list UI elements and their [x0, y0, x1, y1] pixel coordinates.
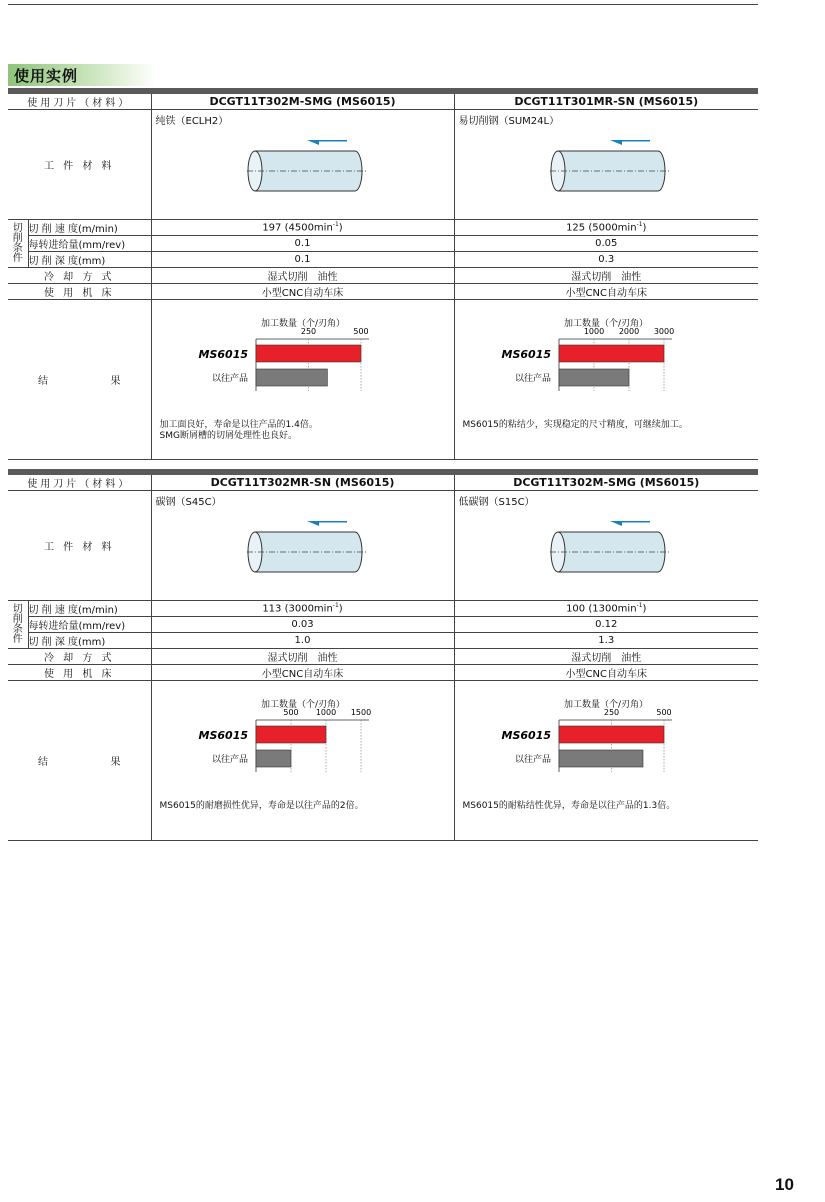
speed-value: 125 $(5000\min^{-1})$	[454, 220, 758, 236]
category-label-ms6015: MS6015	[501, 729, 551, 742]
depth-value: 0.3	[454, 252, 758, 268]
chart-tick-label: 1000	[315, 708, 336, 717]
life-chart	[156, 315, 386, 395]
result-label: 结 果	[8, 300, 151, 460]
chart-title: 加工数量（个/刃角）	[260, 319, 346, 329]
chart-title: 加工数量（个/刃角）	[563, 700, 649, 710]
result-cell	[151, 681, 454, 841]
result-note: MS6015的耐磨损性优异，寿命是以往产品的2倍。	[159, 801, 364, 811]
insert-label: 使用刀片（材料）	[8, 94, 151, 110]
model-name: DCGT11T302M-SMG (MS6015)	[454, 475, 758, 491]
feed-label: 每转进给量(mm/rev)	[28, 617, 151, 633]
speed-value: 100 $(1300\min^{-1})$	[454, 601, 758, 617]
condition-row	[8, 633, 758, 649]
coolant-value: 湿式切削 油性	[454, 649, 758, 665]
life-chart	[156, 696, 386, 776]
category-label-ms6015: MS6015	[501, 348, 551, 361]
condition-row	[8, 268, 758, 284]
condition-row	[8, 236, 758, 252]
category-label-ms6015: MS6015	[198, 348, 248, 361]
bar-ms6015	[559, 726, 664, 743]
page-number: 10	[775, 1175, 794, 1194]
condition-row	[8, 601, 758, 617]
coolant-label: 冷 却 方 式	[8, 649, 151, 665]
machine-value: 小型CNC自动车床	[151, 284, 454, 300]
feed-value: 0.03	[151, 617, 454, 633]
category-label-conventional: 以往产品	[211, 755, 248, 765]
condition-row	[8, 665, 758, 681]
depth-value: 0.1	[151, 252, 454, 268]
feed-arrow-icon	[307, 140, 347, 145]
feed-label: 每转进给量(mm/rev)	[28, 236, 151, 252]
cutting-conditions-label: 切 削 条 件	[8, 601, 28, 649]
workpiece-cell	[454, 110, 758, 220]
result-row	[8, 300, 758, 460]
chart-tick-label: 1500	[350, 708, 371, 717]
chart-tick-label: 1000	[583, 327, 604, 336]
insert-label: 使用刀片（材料）	[8, 475, 151, 491]
machine-value: 小型CNC自动车床	[454, 284, 758, 300]
result-cell	[454, 681, 758, 841]
chart-tick-label: 250	[603, 708, 619, 717]
condition-row	[8, 284, 758, 300]
depth-value: 1.0	[151, 633, 454, 649]
result-note: 加工面良好，寿命是以往产品的1.4倍。 SMG断屑槽的切屑处理性也良好。	[159, 420, 318, 441]
header-row	[8, 475, 758, 491]
category-label-conventional: 以往产品	[514, 374, 551, 384]
depth-label: 切 削 深 度(mm)	[28, 633, 151, 649]
chart-tick-label: 500	[352, 327, 369, 336]
workpiece-cell	[151, 110, 454, 220]
category-label-conventional: 以往产品	[514, 755, 551, 765]
chart-tick-label: 500	[655, 708, 672, 717]
machine-label: 使 用 机 床	[8, 284, 151, 300]
depth-label: 切 削 深 度(mm)	[28, 252, 151, 268]
workpiece-name: 易切削钢（SUM24L）	[458, 116, 560, 127]
machine-value: 小型CNC自动车床	[454, 665, 758, 681]
workpiece-label: 工 件 材 料	[8, 110, 151, 220]
result-note: MS6015的粘结少，实现稳定的尺寸精度，可继续加工。	[462, 420, 688, 430]
model-name: DCGT11T301MR-SN (MS6015)	[454, 94, 758, 110]
workpiece-illustration	[247, 521, 367, 581]
spec-table	[8, 94, 758, 460]
condition-row	[8, 220, 758, 236]
workpiece-illustration	[247, 140, 367, 200]
result-row	[8, 681, 758, 841]
chart-tick-label: 250	[300, 327, 316, 336]
workpiece-cell	[454, 491, 758, 601]
coolant-value: 湿式切削 油性	[454, 268, 758, 284]
machine-label: 使 用 机 床	[8, 665, 151, 681]
workpiece-cell	[151, 491, 454, 601]
bar-conventional	[559, 369, 629, 386]
feed-value: 0.1	[151, 236, 454, 252]
feed-value: 0.12	[454, 617, 758, 633]
feed-arrow-icon	[307, 521, 347, 526]
result-cell	[151, 300, 454, 460]
result-note: MS6015的耐粘结性优异，寿命是以往产品的1.3倍。	[462, 801, 676, 811]
model-name: DCGT11T302M-SMG (MS6015)	[151, 94, 454, 110]
bar-conventional	[559, 750, 643, 767]
result-label: 结 果	[8, 681, 151, 841]
feed-arrow-icon	[610, 521, 650, 526]
section-title: 使用实例	[14, 67, 79, 85]
workpiece-row	[8, 491, 758, 601]
chart-tick-label: 3000	[653, 327, 674, 336]
bar-conventional	[256, 369, 327, 386]
speed-value: 113 $(3000\min^{-1})$	[151, 601, 454, 617]
condition-row	[8, 617, 758, 633]
model-name: DCGT11T302MR-SN (MS6015)	[151, 475, 454, 491]
life-chart	[459, 696, 689, 776]
condition-row	[8, 252, 758, 268]
workpiece-illustration	[550, 140, 670, 200]
coolant-value: 湿式切削 油性	[151, 649, 454, 665]
workpiece-name: 纯铁（ECLH2）	[155, 116, 229, 127]
chart-tick-label: 500	[282, 708, 299, 717]
feed-value: 0.05	[454, 236, 758, 252]
chart-tick-label: 2000	[618, 327, 639, 336]
chart-title: 加工数量（个/刃角）	[563, 319, 649, 329]
depth-value: 1.3	[454, 633, 758, 649]
feed-arrow-icon	[610, 140, 650, 145]
bar-ms6015	[256, 345, 361, 362]
cutting-conditions-label: 切 削 条 件	[8, 220, 28, 268]
speed-label: 切 削 速 度(m/min)	[28, 220, 151, 236]
life-chart	[459, 315, 689, 395]
workpiece-row	[8, 110, 758, 220]
workpiece-name: 碳钢（S45C）	[155, 497, 222, 508]
bar-conventional	[256, 750, 291, 767]
workpiece-name: 低碳钢（S15C）	[458, 497, 535, 508]
header-row	[8, 94, 758, 110]
coolant-value: 湿式切削 油性	[151, 268, 454, 284]
category-label-ms6015: MS6015	[198, 729, 248, 742]
speed-label: 切 削 速 度(m/min)	[28, 601, 151, 617]
machine-value: 小型CNC自动车床	[151, 665, 454, 681]
spec-table	[8, 475, 758, 841]
bar-ms6015	[559, 345, 664, 362]
chart-title: 加工数量（个/刃角）	[260, 700, 346, 710]
top-rule	[8, 4, 758, 5]
condition-row	[8, 649, 758, 665]
bar-ms6015	[256, 726, 326, 743]
workpiece-illustration	[550, 521, 670, 581]
workpiece-label: 工 件 材 料	[8, 491, 151, 601]
category-label-conventional: 以往产品	[211, 374, 248, 384]
coolant-label: 冷 却 方 式	[8, 268, 151, 284]
result-cell	[454, 300, 758, 460]
speed-value: 197 $(4500\min^{-1})$	[151, 220, 454, 236]
